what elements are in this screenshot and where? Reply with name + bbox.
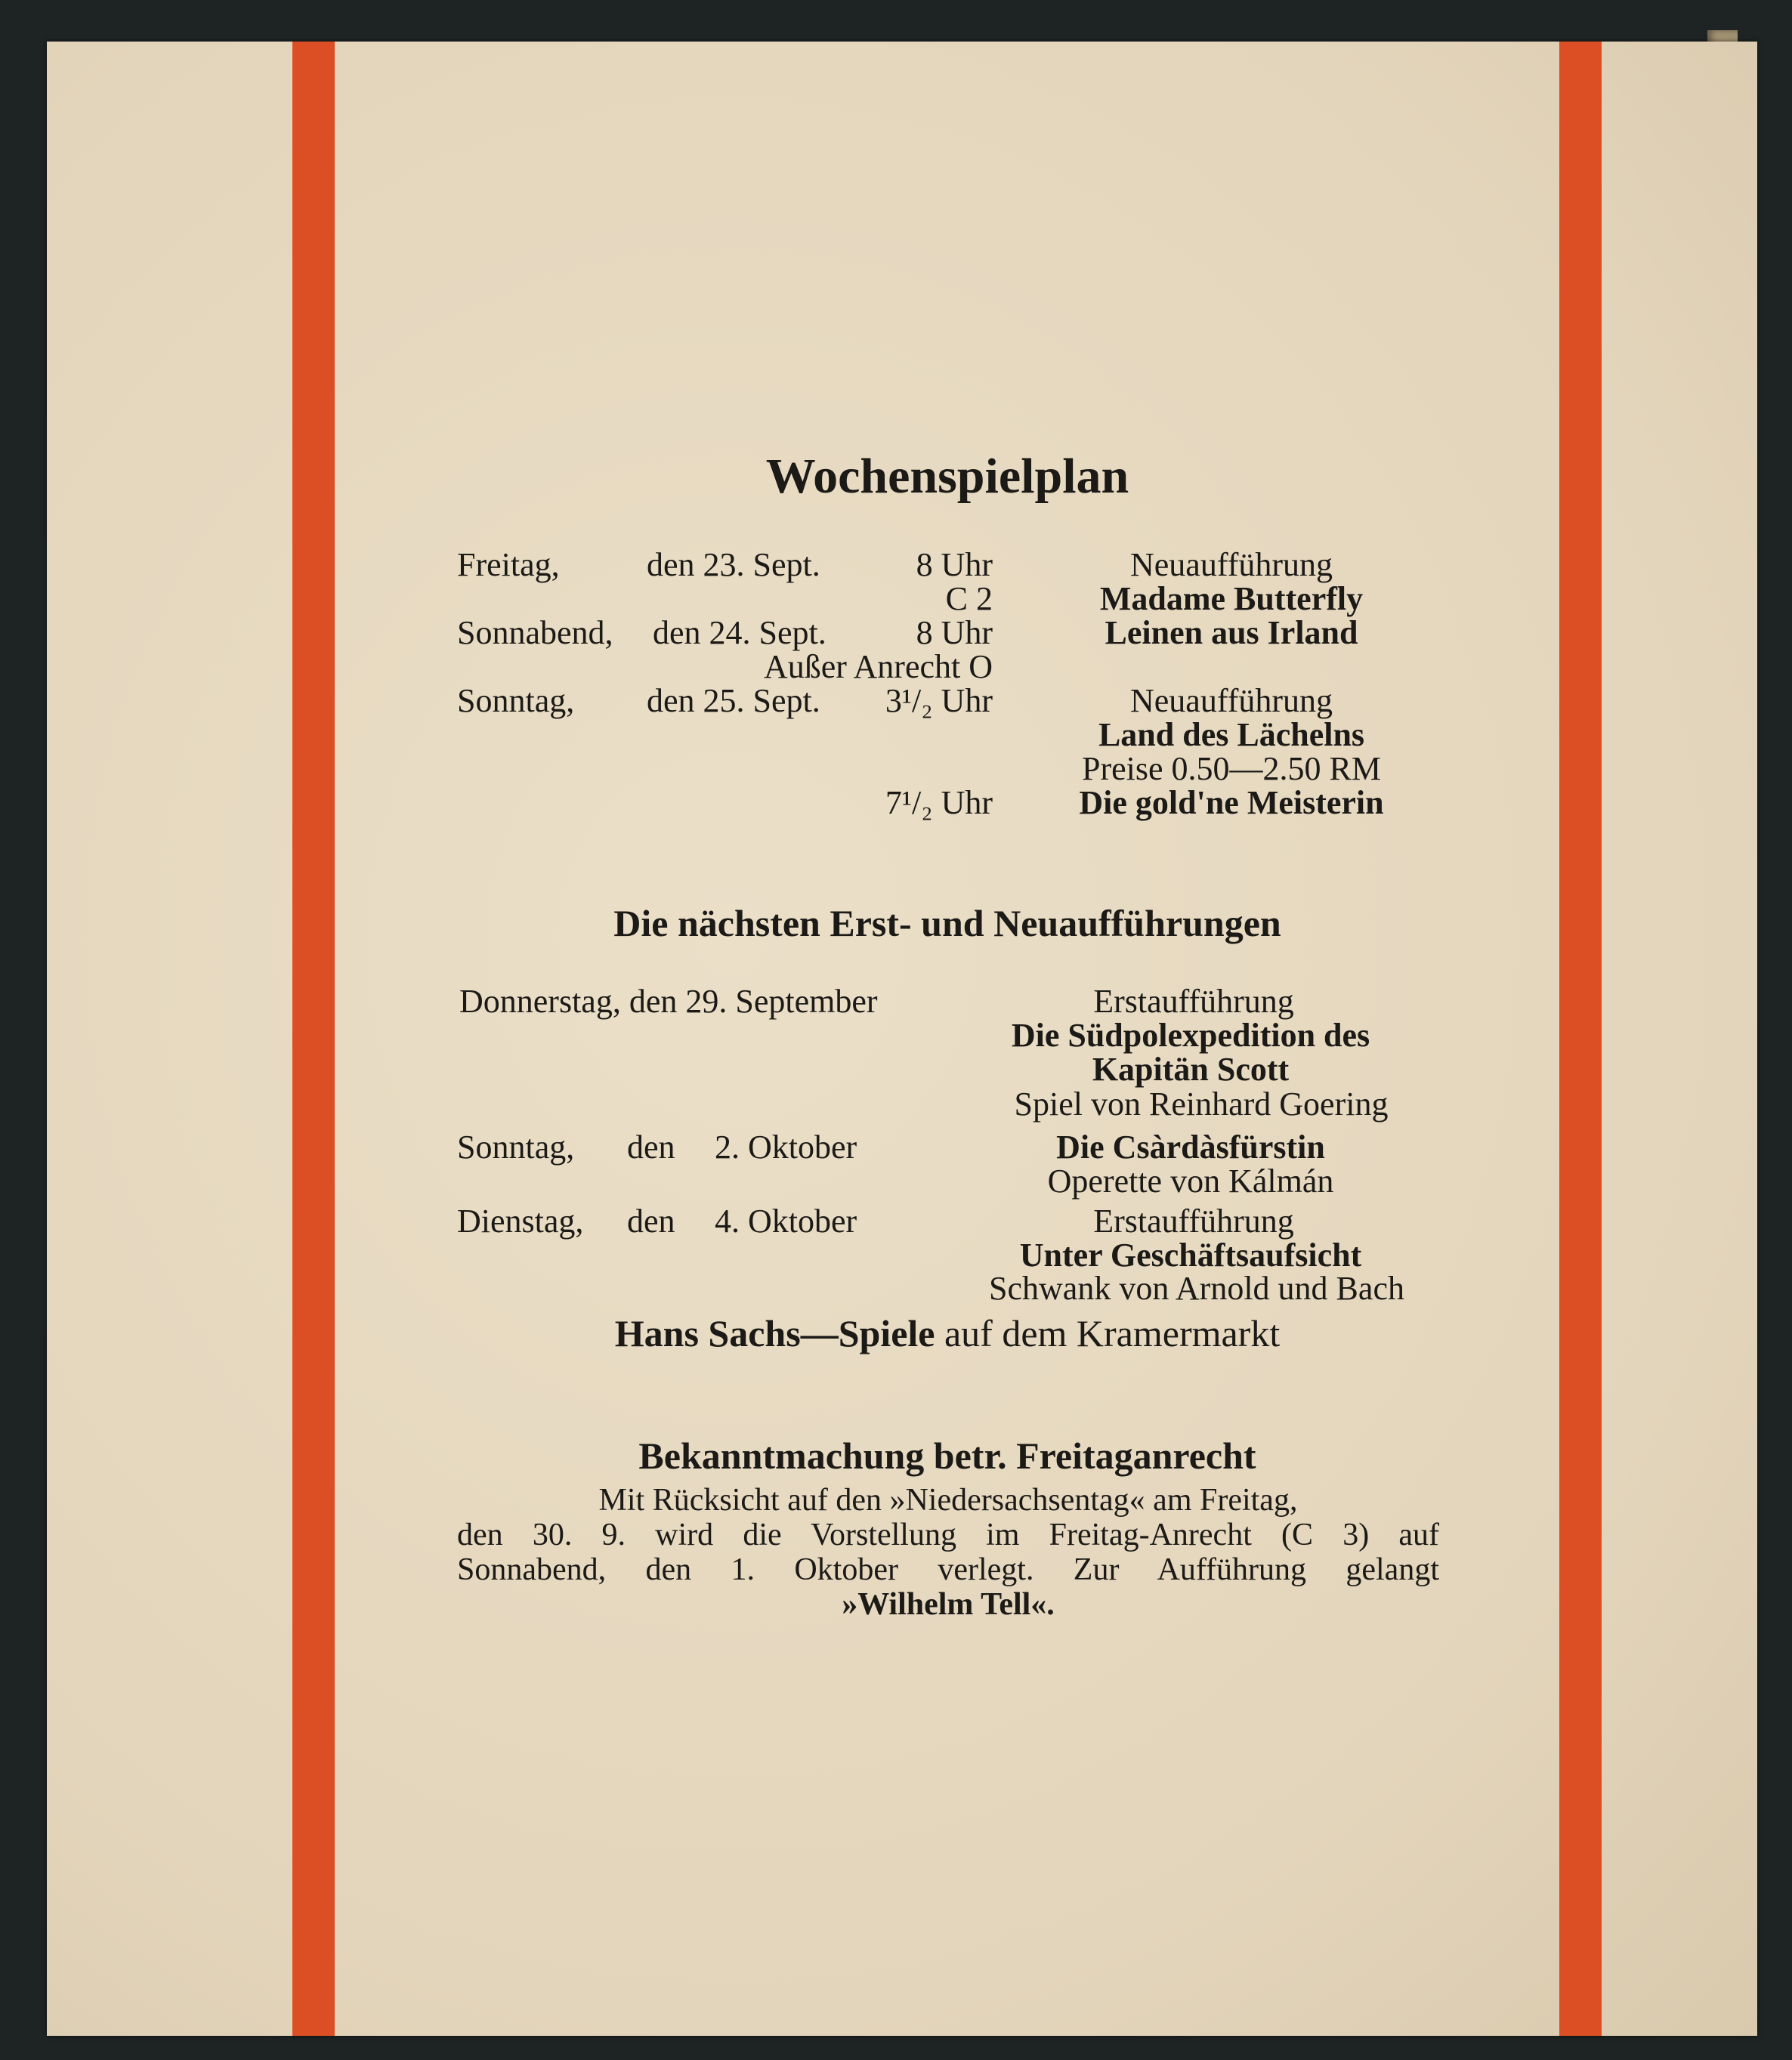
premiere-author: Spiel von Reinhard Goering xyxy=(1014,1086,1389,1123)
schedule-date: den 23. Sept. xyxy=(647,546,820,583)
premiere-note: Erstaufführung xyxy=(1093,983,1294,1020)
schedule-subscription-code: C 2 xyxy=(945,580,993,617)
schedule-play: Leinen aus Irland xyxy=(1105,614,1358,651)
notice-line: Mit Rücksicht auf den »Niedersachsentag« am Freitag, xyxy=(598,1483,1298,1518)
premiere-date: 2. Oktober xyxy=(715,1129,857,1166)
schedule-time: 7¹/₂ Uhr xyxy=(885,784,993,821)
schedule-date: den 25. Sept. xyxy=(647,682,820,719)
schedule-note: Neuaufführung xyxy=(1130,546,1333,583)
schedule-day: Sonnabend, xyxy=(457,614,613,651)
schedule-day: Sonntag, xyxy=(457,682,575,719)
premiere-day: Sonntag, xyxy=(457,1129,575,1166)
schedule-time: 8 Uhr xyxy=(916,546,993,583)
notice-heading: Bekanntmachung betr. Freitaganrecht xyxy=(638,1435,1256,1477)
premiere-author: Schwank von Arnold und Bach xyxy=(989,1270,1404,1307)
premiere-play: Kapitän Scott xyxy=(1092,1051,1290,1088)
premiere-author: Operette von Kálmán xyxy=(1047,1163,1334,1200)
premiere-den: den xyxy=(627,1129,675,1166)
hans-sachs-title: Hans Sachs—Spiele xyxy=(614,1312,935,1354)
hans-sachs-location: auf dem Kramermarkt xyxy=(935,1312,1281,1354)
notice-line: Sonnabend, den 1. Oktober verlegt. Zur Aufführung gelangt xyxy=(457,1552,1439,1587)
notice-body xyxy=(457,1483,1439,1622)
notice-line: den 30. 9. wird die Vorstellung im Freitag-Anrecht (C 3) auf xyxy=(457,1518,1439,1552)
right-red-stripe xyxy=(1559,42,1602,2036)
premiere-note: Erstaufführung xyxy=(1093,1203,1294,1240)
schedule-subscription-code: Außer Anrecht O xyxy=(763,648,993,685)
premiere-play: Unter Geschäftsaufsicht xyxy=(1019,1237,1362,1274)
schedule-day: Freitag, xyxy=(457,546,560,583)
page-title: Wochenspielplan xyxy=(765,449,1129,504)
schedule-play: Madame Butterfly xyxy=(1099,580,1364,617)
hans-sachs-line xyxy=(615,1314,1280,1352)
premiere-day: Dienstag, xyxy=(457,1203,584,1240)
notice-line: »Wilhelm Tell«. xyxy=(842,1587,1055,1622)
premieres-heading: Die nächsten Erst- und Neuaufführungen xyxy=(613,902,1281,944)
premiere-date: 4. Oktober xyxy=(715,1203,857,1240)
premiere-play: Die Csàrdàsfürstin xyxy=(1056,1129,1325,1166)
schedule-play: Die gold'ne Meisterin xyxy=(1079,784,1384,821)
premiere-day: Donnerstag, den 29. September xyxy=(459,983,878,1020)
schedule-date: den 24. Sept. xyxy=(653,614,826,651)
schedule-note: Neuaufführung xyxy=(1130,682,1333,719)
premiere-den: den xyxy=(627,1203,675,1240)
schedule-time: 8 Uhr xyxy=(916,614,993,651)
premiere-play: Die Südpolexpedition des xyxy=(1011,1017,1370,1054)
left-red-stripe xyxy=(292,42,335,2036)
program-page xyxy=(47,42,1757,2036)
schedule-time: 3¹/₂ Uhr xyxy=(885,682,993,719)
schedule-play: Land des Lächelns xyxy=(1098,716,1365,753)
schedule-price: Preise 0.50—2.50 RM xyxy=(1082,750,1381,787)
